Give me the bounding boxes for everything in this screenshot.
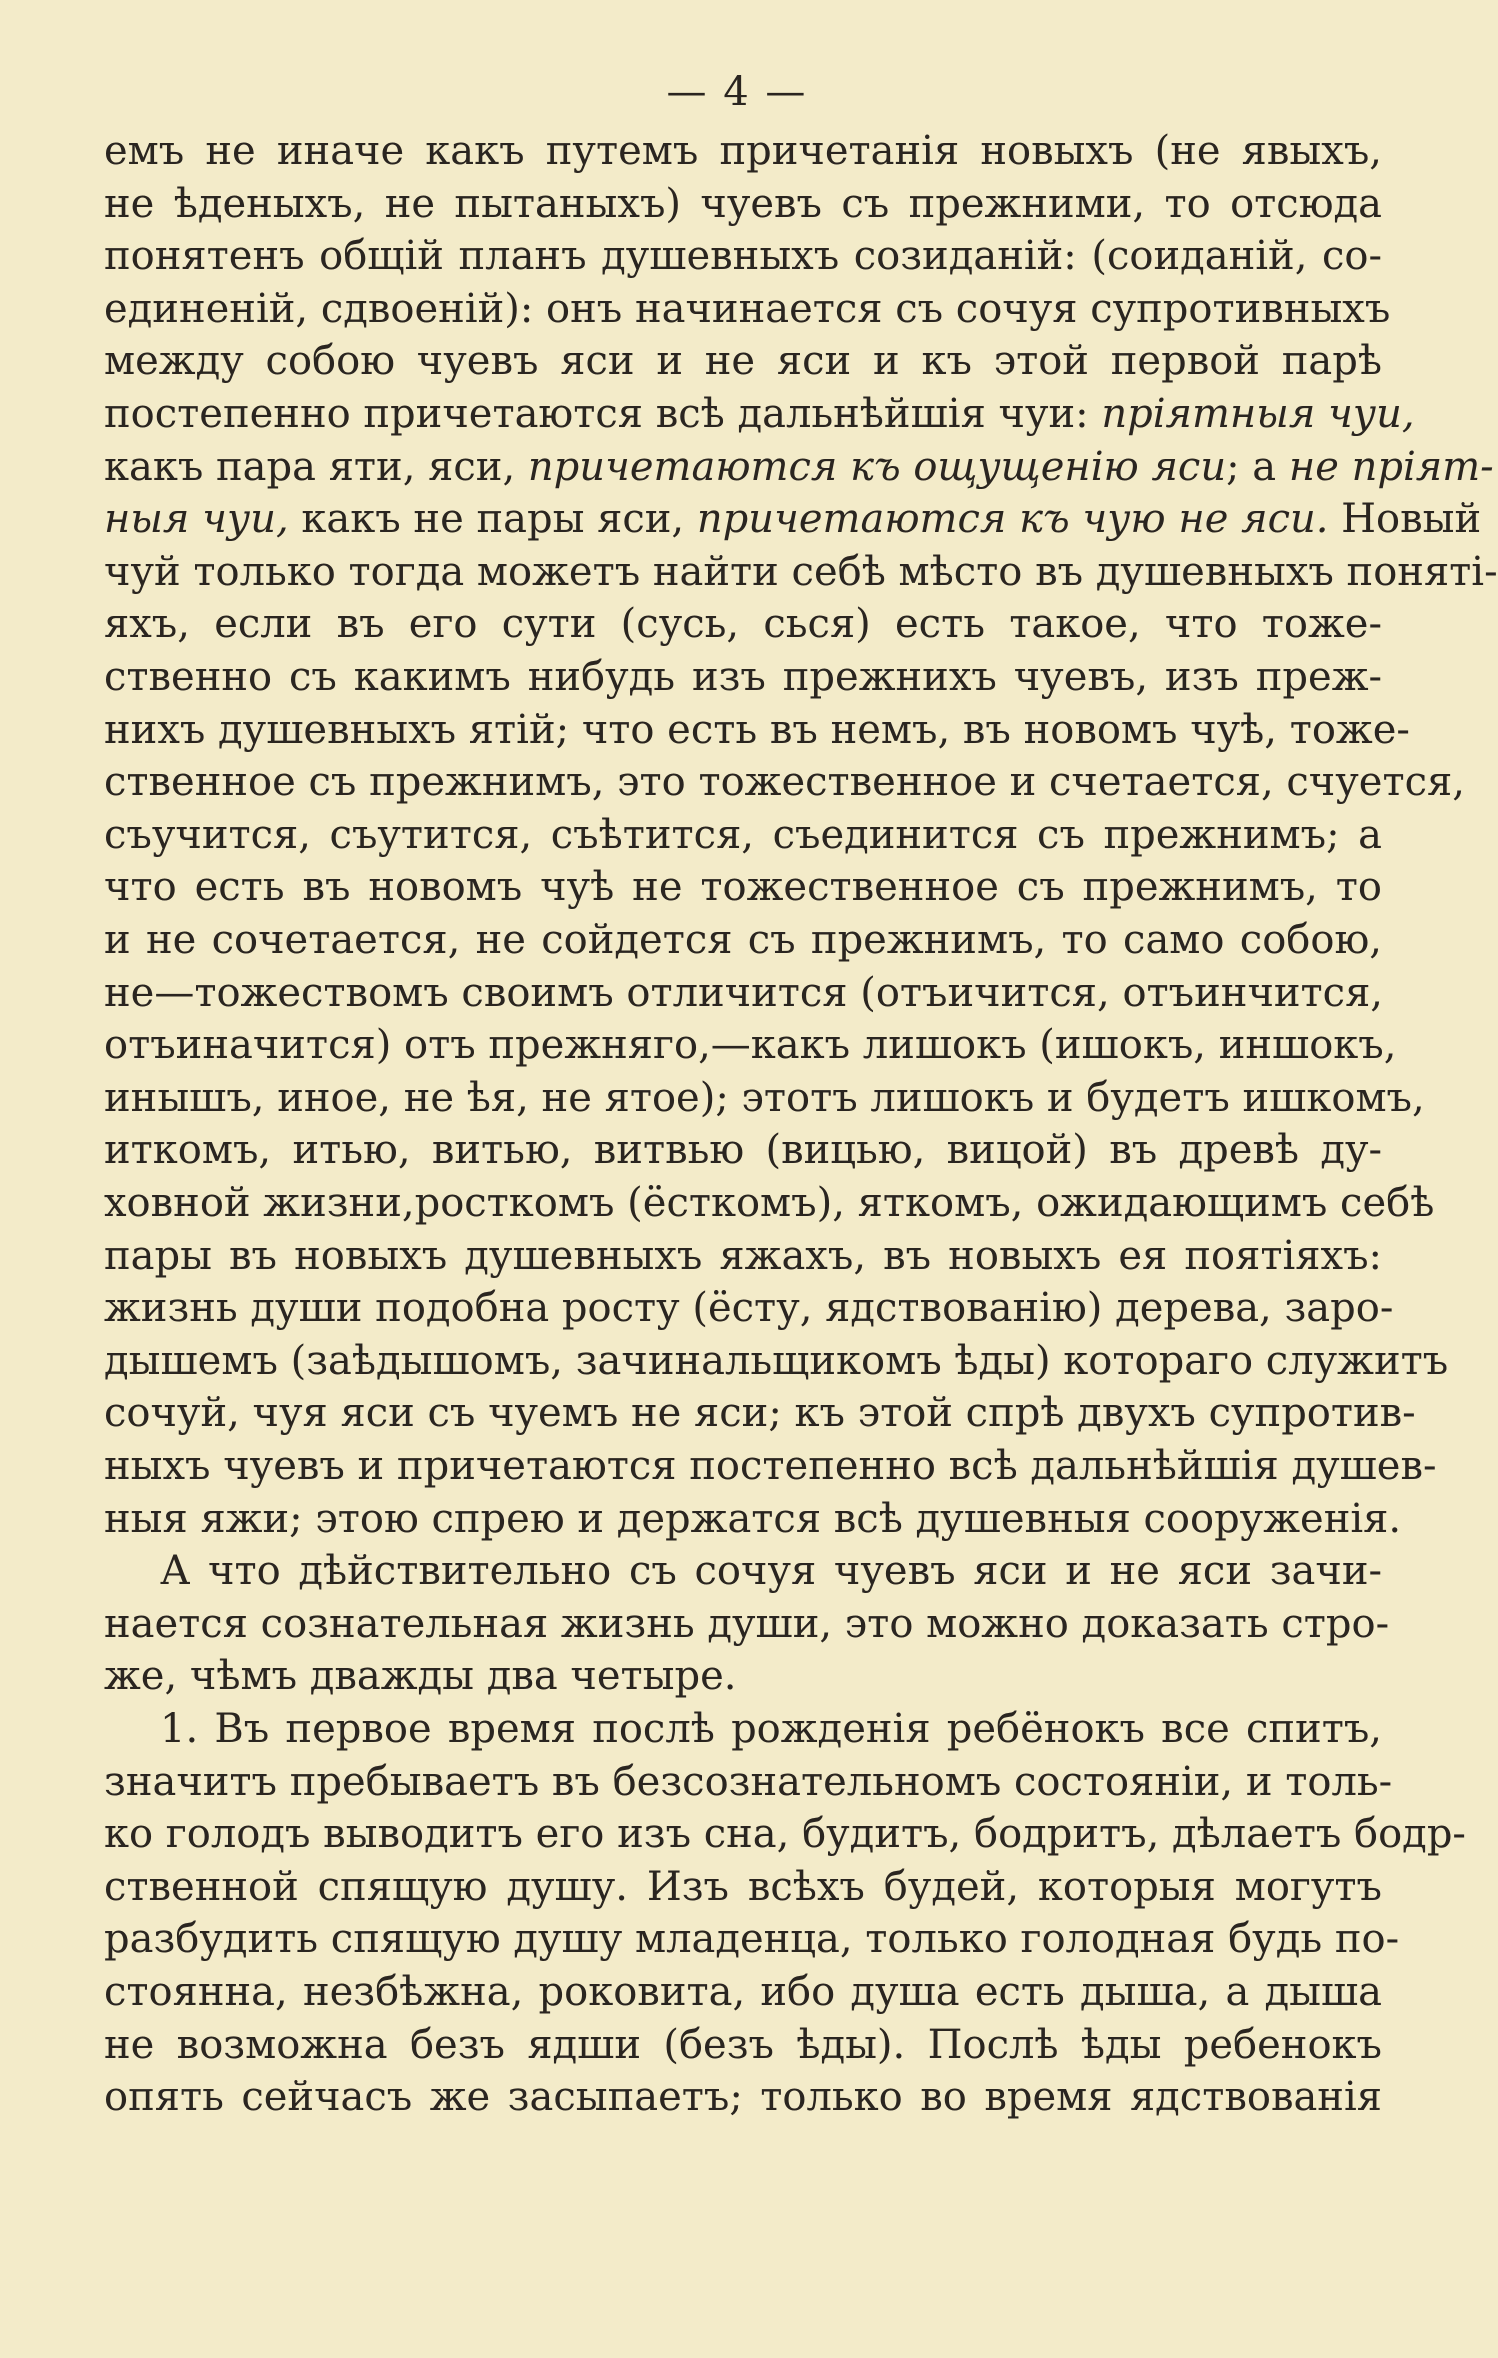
text-run: значитъ пребываетъ въ безсознательномъ состояніи, и толь- (104, 1758, 1393, 1805)
text-run: что есть въ новомъ чуѣ не тожественное съ прежнимъ, то (104, 864, 1382, 911)
text-line (104, 282, 1391, 336)
text-run: отъиначится) отъ прежняго,—какъ лишокъ (ишокъ, иншокъ, (104, 1022, 1397, 1069)
text-line (104, 860, 1382, 914)
text-run: и не сочетается, не сойдется съ прежнимъ, то само собою, (104, 917, 1382, 963)
text-run: ховной жизни,росткомъ (ёсткомъ), яткомъ, ожидающимъ себѣ (104, 1180, 1435, 1226)
text-run: жизнь души подобна росту (ёсту, ядствованію) дерева, заро- (104, 1285, 1394, 1332)
text-line (104, 1439, 1437, 1493)
text-run: дышемъ (заѣдышомъ, зачинальщикомъ ѣды) котораго служитъ (104, 1337, 1449, 1384)
text-run: Новый (1328, 496, 1482, 543)
text-run: не возможна безъ ядши (безъ ѣды). Послѣ ѣды ребенокъ (104, 2021, 1382, 2068)
text-run: ныя яжи; этою спрею и держатся всѣ душевныя сооруженія. (104, 1495, 1402, 1542)
text-line (104, 545, 1498, 599)
text-run: какъ не пары яси, (288, 496, 697, 543)
italic-run: причетаются къ чую не яси. (696, 496, 1329, 543)
text-run: же, чѣмъ дважды два четыре. (104, 1653, 737, 1700)
text-run: ко голодъ выводитъ его изъ сна, будитъ, бодритъ, дѣлаетъ бодр- (104, 1811, 1466, 1858)
text-run: А что дѣйствительно съ сочуя чуевъ яси и не яси зачи- (160, 1548, 1382, 1595)
text-run: нается сознательная жизнь души, это можно доказать стро- (104, 1600, 1390, 1647)
text-run: ственное съ прежнимъ, это тожественное и счетается, счуется, (104, 759, 1465, 806)
text-run: инышъ, иное, не ѣя, не ятое); этотъ лишокъ и будетъ ишкомъ, (104, 1074, 1425, 1121)
text-line (104, 1018, 1397, 1072)
text-line (104, 492, 1482, 546)
text-line (104, 1229, 1382, 1283)
text-run: какъ пара яти, яси, (104, 443, 528, 490)
text-line (104, 755, 1465, 809)
italic-run: не пріят- (1288, 443, 1494, 490)
text-line (104, 440, 1494, 494)
text-line (104, 1071, 1425, 1125)
text-line (104, 177, 1382, 231)
page-number: — 4 — (666, 69, 808, 115)
text-run: съучится, съутится, съѣтится, съединится съ прежнимъ; а (104, 811, 1382, 858)
text-line (104, 1649, 1382, 1703)
text-line (104, 1860, 1382, 1914)
text-line (104, 334, 1382, 388)
text-run: разбудить спящую душу младенца, только голодная будь по- (104, 1916, 1400, 1963)
text-run: ныхъ чуевъ и причетаются постепенно всѣ дальнѣйшія душев- (104, 1443, 1437, 1489)
text-line (104, 703, 1410, 757)
text-line (104, 966, 1382, 1020)
text-line (104, 1281, 1394, 1335)
text-run: яхъ, если въ его сути (сусь, сься) есть такое, что тоже- (104, 601, 1382, 648)
italic-run: пріятныя чуи, (1101, 391, 1415, 437)
text-line (104, 1755, 1393, 1809)
text-run: ; а (1226, 443, 1289, 490)
text-run: емъ не иначе какъ путемъ причетанія новыхъ (не явыхъ, (104, 128, 1382, 174)
text-line (160, 1544, 1382, 1598)
text-run: нихъ душевныхъ ятій; что есть въ немъ, въ новомъ чуѣ, тоже- (104, 706, 1410, 753)
text-run: не—тожествомъ своимъ отличится (отъичится, отъинчится, (104, 969, 1384, 1016)
text-run: пары въ новыхъ душевныхъ яжахъ, въ новыхъ ея поятiяхъ: (104, 1232, 1382, 1279)
text-run: опять сейчасъ же засыпаетъ; только во время ядствованія (104, 2074, 1382, 2121)
text-line (160, 1702, 1382, 1756)
text-line (104, 1965, 1382, 2019)
text-line (104, 2070, 1382, 2124)
text-line (104, 1492, 1402, 1546)
text-run: чуй только тогда можетъ найти себѣ мѣсто въ душевныхъ понятi- (104, 548, 1498, 595)
text-line (104, 2018, 1382, 2072)
text-line (104, 1597, 1390, 1651)
text-run: иткомъ, итью, витью, витвью (вицью, вицой) въ древѣ ду- (104, 1127, 1382, 1174)
text-run: между собою чуевъ яси и не яси и къ этой первой парѣ (104, 338, 1382, 385)
text-run: ственно съ какимъ нибудь изъ прежнихъ чуевъ, изъ преж- (104, 654, 1382, 700)
text-line (104, 229, 1382, 283)
text-line (104, 1912, 1400, 1966)
text-line (104, 913, 1382, 967)
text-line (104, 124, 1382, 178)
text-line (104, 1386, 1416, 1440)
text-line (104, 1123, 1382, 1177)
text-run: постепенно причетаются всѣ дальнѣйшія чуи: (104, 391, 1102, 437)
text-line (104, 387, 1415, 441)
text-line (104, 808, 1382, 862)
italic-run: причетаются къ ощущенію яси (527, 443, 1227, 490)
text-run: не ѣденыхъ, не пытаныхъ) чуевъ съ прежними, то отсюда (104, 180, 1382, 227)
text-run: единеній, сдвоеній): онъ начинается съ сочуя супротивныхъ (104, 285, 1391, 332)
text-line (104, 1176, 1435, 1230)
text-run: понятенъ общій планъ душевныхъ созиданій: (соиданій, со- (104, 233, 1382, 280)
text-run: стоянна, незбѣжна, роковита, ибо душа есть дыша, а дыша (104, 1969, 1382, 2015)
text-run: ственной спящую душу. Изъ всѣхъ будей, которыя могутъ (104, 1863, 1382, 1910)
text-line (104, 597, 1382, 651)
text-line (104, 650, 1382, 704)
text-line (104, 1334, 1449, 1388)
text-run: сочуй, чуя яси съ чуемъ не яси; къ этой спрѣ двухъ супротив- (104, 1390, 1416, 1437)
text-run: 1. Въ первое время послѣ рожденія ребёнокъ все спитъ, (160, 1706, 1382, 1752)
text-line (104, 1807, 1466, 1861)
italic-run: ныя чуи, (104, 496, 289, 543)
